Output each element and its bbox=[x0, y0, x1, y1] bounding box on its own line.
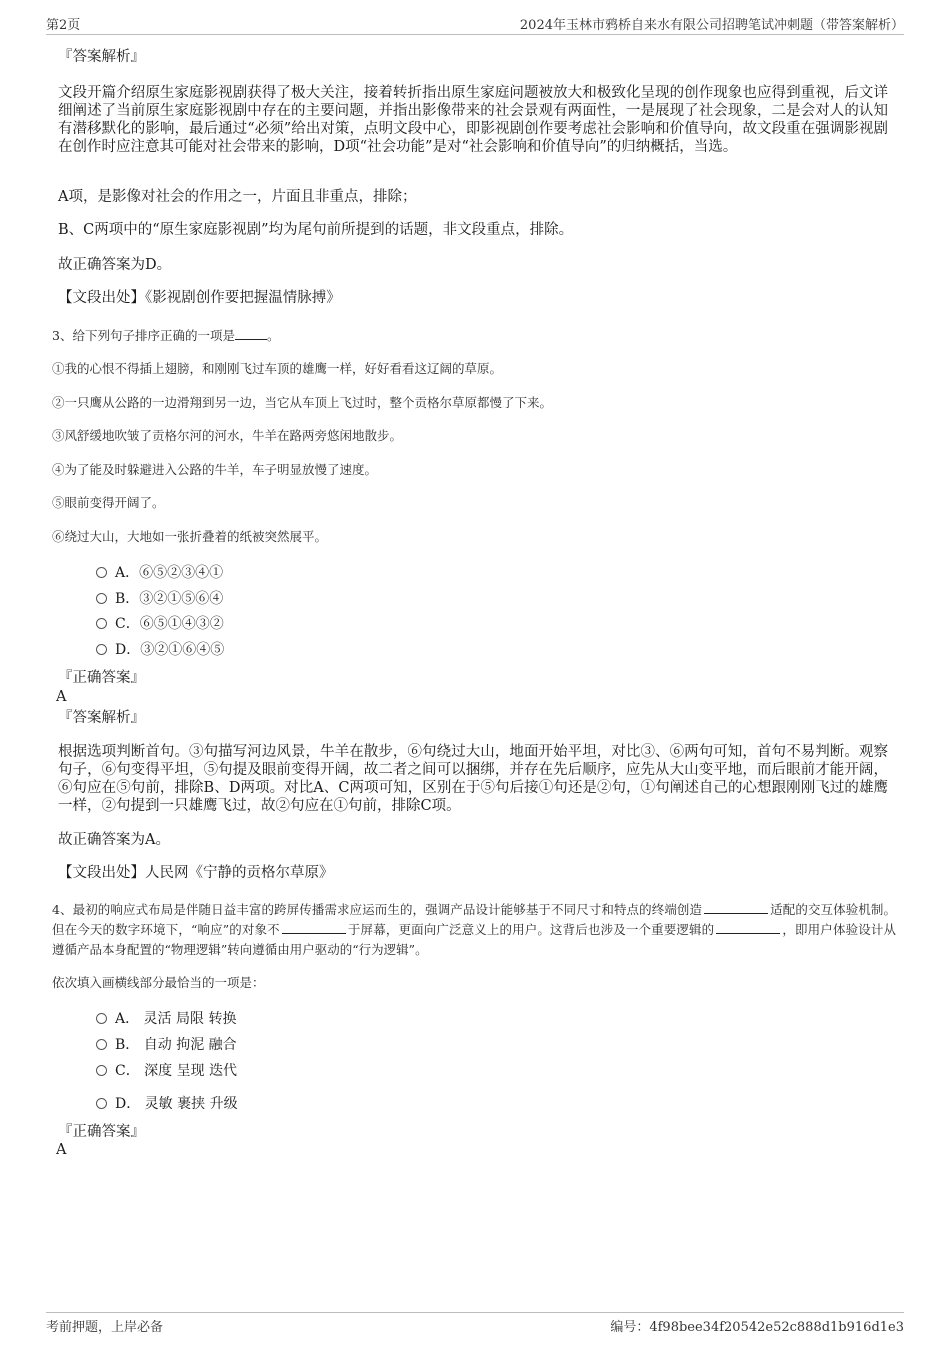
q4-answer: A bbox=[56, 1142, 67, 1158]
q3-option-d[interactable] bbox=[96, 641, 224, 659]
page-header bbox=[46, 14, 904, 35]
q4-option-b[interactable] bbox=[96, 1036, 237, 1054]
q2-option-bc-note: B、C两项中的“原生家庭影视剧”均为尾句前所提到的话题，非文段重点，排除。 bbox=[58, 222, 574, 238]
radio-icon[interactable] bbox=[96, 618, 107, 629]
q3-option-c[interactable] bbox=[96, 615, 224, 633]
q3-sentence: ①我的心恨不得插上翅膀，和刚刚飞过车顶的雄鹰一样，好好看看这辽阔的草原。 bbox=[52, 361, 503, 376]
radio-icon[interactable] bbox=[96, 644, 107, 655]
q4-option-d[interactable] bbox=[96, 1095, 238, 1113]
q3-answer: A bbox=[56, 689, 67, 705]
q4-stem-part4: ，即用户体验设计从遵循产品本身配置的“物理逻辑”转向遵循由用户驱动的“行为逻辑”。 bbox=[52, 922, 896, 957]
q2-option-a-note: A项，是影像对社会的作用之一，片面且非重点，排除； bbox=[58, 189, 417, 205]
q3-conclusion: 故正确答案为A。 bbox=[58, 832, 170, 848]
q4-blank-1 bbox=[704, 901, 768, 914]
q4-option-d-label: D． 灵敏 裹挟 升级 bbox=[115, 1096, 238, 1112]
q2-source: 【文段出处】《影视剧创作要把握温情脉搏》 bbox=[58, 290, 341, 306]
document-title: 2024年玉林市鸦桥自来水有限公司招聘笔试冲刺题（带答案解析） bbox=[519, 18, 904, 33]
q4-option-c[interactable] bbox=[96, 1062, 237, 1080]
q3-sentence: ④为了能及时躲避进入公路的牛羊，车子明显放慢了速度。 bbox=[52, 462, 378, 477]
q3-stem-text: 3、给下列句子排序正确的一项是 bbox=[52, 328, 235, 343]
page-number: 第2页 bbox=[46, 18, 81, 33]
radio-icon[interactable] bbox=[96, 1039, 107, 1050]
q3-option-b[interactable] bbox=[96, 590, 223, 608]
q3-option-c-label: C．⑥⑤①④③② bbox=[115, 616, 224, 632]
q3-blank bbox=[235, 327, 267, 340]
radio-icon[interactable] bbox=[96, 593, 107, 604]
q2-conclusion: 故正确答案为D。 bbox=[58, 257, 172, 273]
q3-sentence: ⑥绕过大山，大地如一张折叠着的纸被突然展平。 bbox=[52, 529, 328, 544]
q4-blank-3 bbox=[716, 921, 780, 934]
footer-slogan: 考前押题，上岸必备 bbox=[46, 1320, 164, 1335]
q4-option-a-label: A． 灵活 局限 转换 bbox=[115, 1011, 237, 1027]
q3-option-a-label: A．⑥⑤②③④① bbox=[115, 565, 224, 581]
radio-icon[interactable] bbox=[96, 1098, 107, 1109]
q3-option-a[interactable] bbox=[96, 564, 223, 582]
q4-instruction: 依次填入画横线部分最恰当的一项是： bbox=[52, 975, 265, 990]
q3-option-d-label: D．③②①⑥④⑤ bbox=[115, 642, 225, 658]
q2-analysis-text: 文段开篇介绍原生家庭影视剧获得了极大关注，接着转折指出原生家庭问题被放大和极致化呈现的创作现象也应得到重视，后文详细阐述了当前原生家庭影视剧中存在的主要问题，并指出影像带来的社会景观有两面性，一是展现了社会现象，二是会对人的认知有潜移默化的影响，最后通过“必须”给出对策，点明文段中心，即影视剧创作要考虑社会影响和价值导向，故文段重在强调影视剧在创作时应注意其可能对社会带来的影响，D项“社会功能”是对“社会影响和价值导向”的归纳概括，当选。 bbox=[58, 85, 888, 155]
q4-option-a[interactable] bbox=[96, 1010, 236, 1028]
q4-stem-part3: 于屏幕，更面向广泛意义上的用户。这背后也涉及一个重要逻辑的 bbox=[347, 922, 715, 937]
radio-icon[interactable] bbox=[96, 1013, 107, 1024]
q3-sentence: ②一只鹰从公路的一边滑翔到另一边，当它从车顶上飞过时，整个贡格尔草原都慢了下来。 bbox=[52, 395, 553, 410]
page-footer bbox=[46, 1312, 904, 1335]
footer-document-id: 编号：4f98bee34f20542e52c888d1b916d1e3 bbox=[610, 1320, 904, 1335]
q3-analysis-label: 『答案解析』 bbox=[58, 710, 145, 726]
q3-sentence: ⑤眼前变得开阔了。 bbox=[52, 495, 165, 510]
q2-analysis-label: 『答案解析』 bbox=[58, 49, 145, 65]
q4-stem bbox=[52, 900, 896, 960]
q3-analysis-text: 根据选项判断首句。③句描写河边风景，牛羊在散步，⑥句绕过大山，地面开始平坦，对比③、⑥两句可知，首句不易判断。观察句子，⑥句变得平坦，⑤句提及眼前变得开阔，故二者之间可以捆绑，并存在先后顺序，应先从大山变平地，而后眼前才能开阔，⑥句应在⑤句前，排除B、D两项。对比A、C两项可知，区别在于⑤句后接①句还是②句，①句阐述自己的心想跟刚刚飞过的雄鹰一样，②句提到一只雄鹰飞过，故②句应在①句前，排除C项。 bbox=[58, 744, 888, 814]
q3-option-b-label: B．③②①⑤⑥④ bbox=[115, 591, 224, 607]
q4-option-b-label: B． 自动 拘泥 融合 bbox=[115, 1037, 237, 1053]
q3-stem bbox=[52, 327, 279, 344]
q3-answer-label: 『正确答案』 bbox=[58, 670, 145, 686]
q4-stem-part2: 适配的交互体验机制。但在今天的数字环境下，“响应”的对象不 bbox=[52, 902, 896, 937]
q4-blank-2 bbox=[282, 921, 346, 934]
radio-icon[interactable] bbox=[96, 567, 107, 578]
q4-answer-label: 『正确答案』 bbox=[58, 1124, 145, 1140]
q3-sentence: ③风舒缓地吹皱了贡格尔河的河水，牛羊在路两旁悠闲地散步。 bbox=[52, 428, 403, 443]
q3-source: 【文段出处】人民网《宁静的贡格尔草原》 bbox=[58, 865, 334, 881]
q4-option-c-label: C． 深度 呈现 迭代 bbox=[115, 1063, 238, 1079]
radio-icon[interactable] bbox=[96, 1065, 107, 1076]
q4-stem-part1: 4、最初的响应式布局是伴随日益丰富的跨屏传播需求应运而生的，强调产品设计能够基于不同尺寸和特点的终端创造 bbox=[52, 902, 703, 917]
q3-stem-end: 。 bbox=[266, 328, 280, 343]
